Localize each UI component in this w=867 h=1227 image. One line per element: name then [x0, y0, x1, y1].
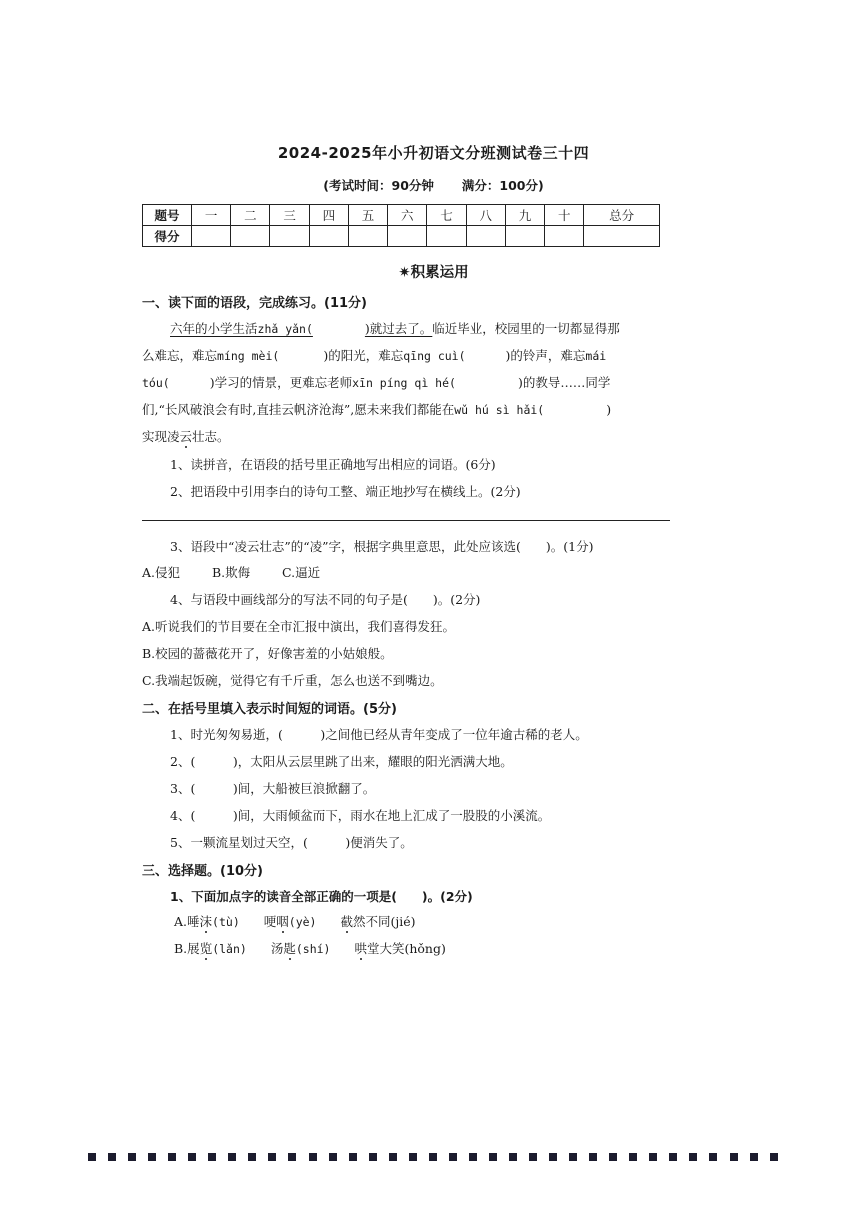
- score-input-cell[interactable]: [388, 226, 427, 247]
- dotted-character: 览: [199, 941, 213, 956]
- q1-sub2: 2、把语段中引用李白的诗句工整、端正地抄写在横线上。(2分): [170, 484, 521, 499]
- option-b[interactable]: B.校园的蔷薇花开了，好像害羞的小姑娘般。: [142, 646, 393, 661]
- passage-text: 六年的小学生活: [170, 321, 258, 336]
- score-cell: 一: [192, 205, 231, 226]
- q2-item: 2、( )，太阳从云层里跳了出来，耀眼的阳光洒满大地。: [170, 754, 513, 769]
- pinyin: (shí): [295, 942, 331, 956]
- pinyin-prompt: zhǎ yǎn(: [257, 322, 313, 336]
- option-label: B.: [174, 941, 188, 956]
- option-a[interactable]: A.听说我们的节目要在全市汇报中演出，我们喜得发狂。: [142, 619, 456, 634]
- q1-sub4: 4、与语段中画线部分的写法不同的句子是( )。(2分): [170, 592, 481, 607]
- score-input-cell[interactable]: [466, 226, 505, 247]
- pinyin: (yè): [288, 915, 317, 929]
- pinyin-prompt: xīn píng qì hé(: [352, 376, 456, 390]
- passage-text: )的铃声，难忘: [505, 348, 586, 363]
- dotted-character: 截: [340, 914, 353, 929]
- option-a[interactable]: A.侵犯: [142, 565, 181, 580]
- q2-item: 4、( )间，大雨倾盆而下，雨水在地上汇成了一股股的小溪流。: [170, 808, 551, 823]
- score-cell: 九: [505, 205, 544, 226]
- q1-sub3: 3、语段中“凌云壮志”的“凌”字，根据字典里意思，此处应该选( )。(1分): [170, 539, 594, 554]
- word-text: 展: [187, 941, 200, 956]
- pinyin-prompt: qīng cuì(: [403, 349, 466, 363]
- score-input-cell[interactable]: [505, 226, 544, 247]
- passage-line-3: [142, 373, 670, 391]
- pinyin: (tù): [212, 915, 240, 929]
- score-table-header-row: [143, 205, 660, 226]
- q1-sub3-options: [142, 563, 670, 581]
- score-cell: 六: [388, 205, 427, 226]
- exam-title: 2024-2025年小升初语文分班测试卷三十四: [277, 144, 590, 162]
- passage-text: )学习的情景，更难忘老师: [209, 375, 353, 390]
- q2-item: 1、时光匆匆易逝，( )之间他已经从青年变成了一位年逾古稀的老人。: [170, 727, 588, 742]
- score-cell: 十: [545, 205, 584, 226]
- exam-time: (考试时间：90分钟: [323, 178, 434, 193]
- word-text: 堂大笑(hǒng): [366, 941, 446, 956]
- score-input-cell[interactable]: [348, 226, 387, 247]
- exam-meta: [0, 176, 867, 194]
- passage-line-1: [170, 319, 670, 337]
- score-input-cell[interactable]: [427, 226, 466, 247]
- score-cell: 四: [309, 205, 348, 226]
- pinyin: (lǎn): [212, 942, 247, 956]
- score-input-cell[interactable]: [545, 226, 584, 247]
- passage-text: ): [606, 402, 612, 417]
- passage-text: )的阳光，难忘: [323, 348, 404, 363]
- passage-line-5: [142, 427, 670, 445]
- q2-item: 5、一颗流星划过天空，( )便消失了。: [170, 835, 413, 850]
- option-c[interactable]: C.我端起饭碗，觉得它有千斤重，怎么也送不到嘴边。: [142, 673, 443, 688]
- passage-text: 们,“长风破浪会有时,直挂云帆济沧海”,愿未来我们都能在: [142, 402, 455, 417]
- q1-heading: 一、读下面的语段，完成练习。(11分): [142, 296, 367, 311]
- passage-text: 壮志。: [192, 429, 230, 444]
- q2-item: 3、( )间，大船被巨浪掀翻了。: [170, 781, 376, 796]
- exam-full-score: 满分：100分): [461, 178, 544, 193]
- score-cell: 题号: [143, 205, 192, 226]
- dotted-character: 沫: [199, 914, 213, 929]
- q3-heading: 三、选择题。(10分): [142, 864, 263, 879]
- q2-heading: 二、在括号里填入表示时间短的词语。(5分): [142, 702, 397, 717]
- section-banner: ✷积累运用: [398, 265, 469, 281]
- score-cell: 五: [348, 205, 387, 226]
- passage-text: 实现凌: [142, 429, 180, 444]
- word-text: 然不同(jié): [352, 914, 416, 929]
- passage-line-2: [142, 346, 670, 364]
- score-cell: 三: [270, 205, 309, 226]
- score-table-score-row: [143, 226, 660, 247]
- passage-line-4: [142, 400, 670, 418]
- dotted-character: 咽: [276, 914, 289, 929]
- passage-text: 么难忘，难忘: [142, 348, 218, 363]
- score-input-cell[interactable]: [309, 226, 348, 247]
- word-text: 哽: [263, 914, 277, 929]
- score-input-cell[interactable]: [231, 226, 270, 247]
- word-text: 汤: [270, 941, 284, 956]
- score-input-cell[interactable]: [584, 226, 660, 247]
- word-text: 唾: [187, 914, 200, 929]
- pinyin-prompt: mái: [585, 349, 607, 363]
- option-b[interactable]: [174, 939, 702, 957]
- copy-answer-line[interactable]: [142, 520, 670, 521]
- score-cell: 八: [466, 205, 505, 226]
- dotted-character: 哄: [354, 941, 367, 956]
- q3-sub1: 1、下面加点字的读音全部正确的一项是( )。(2分): [170, 889, 473, 904]
- passage-text: )的教导……同学: [517, 375, 611, 390]
- footer-decorative-border: [88, 1153, 778, 1162]
- dotted-character: 匙: [283, 941, 296, 956]
- score-input-cell[interactable]: [192, 226, 231, 247]
- q1-sub1: 1、读拼音，在语段的括号里正确地写出相应的词语。(6分): [170, 457, 496, 472]
- score-row-label: 得分: [143, 226, 192, 247]
- option-c[interactable]: C.逼近: [282, 565, 321, 580]
- passage-text: )就过去了。: [364, 321, 433, 336]
- score-table: [142, 204, 660, 247]
- pinyin-prompt: wǔ hú sì hǎi(: [454, 403, 545, 417]
- underlined-sentence: [170, 321, 432, 336]
- passage-text: 临近毕业，校园里的一切都显得那: [432, 321, 620, 336]
- option-a[interactable]: [174, 912, 702, 930]
- score-cell: 二: [231, 205, 270, 226]
- score-cell: 七: [427, 205, 466, 226]
- pinyin-prompt: tóu(: [142, 376, 170, 390]
- score-input-cell[interactable]: [270, 226, 309, 247]
- pinyin-prompt: míng mèi(: [217, 349, 280, 363]
- dotted-character: 云: [179, 429, 193, 444]
- score-cell: 总分: [584, 205, 660, 226]
- option-b[interactable]: B.欺侮: [212, 565, 251, 580]
- option-label: A.: [174, 914, 188, 929]
